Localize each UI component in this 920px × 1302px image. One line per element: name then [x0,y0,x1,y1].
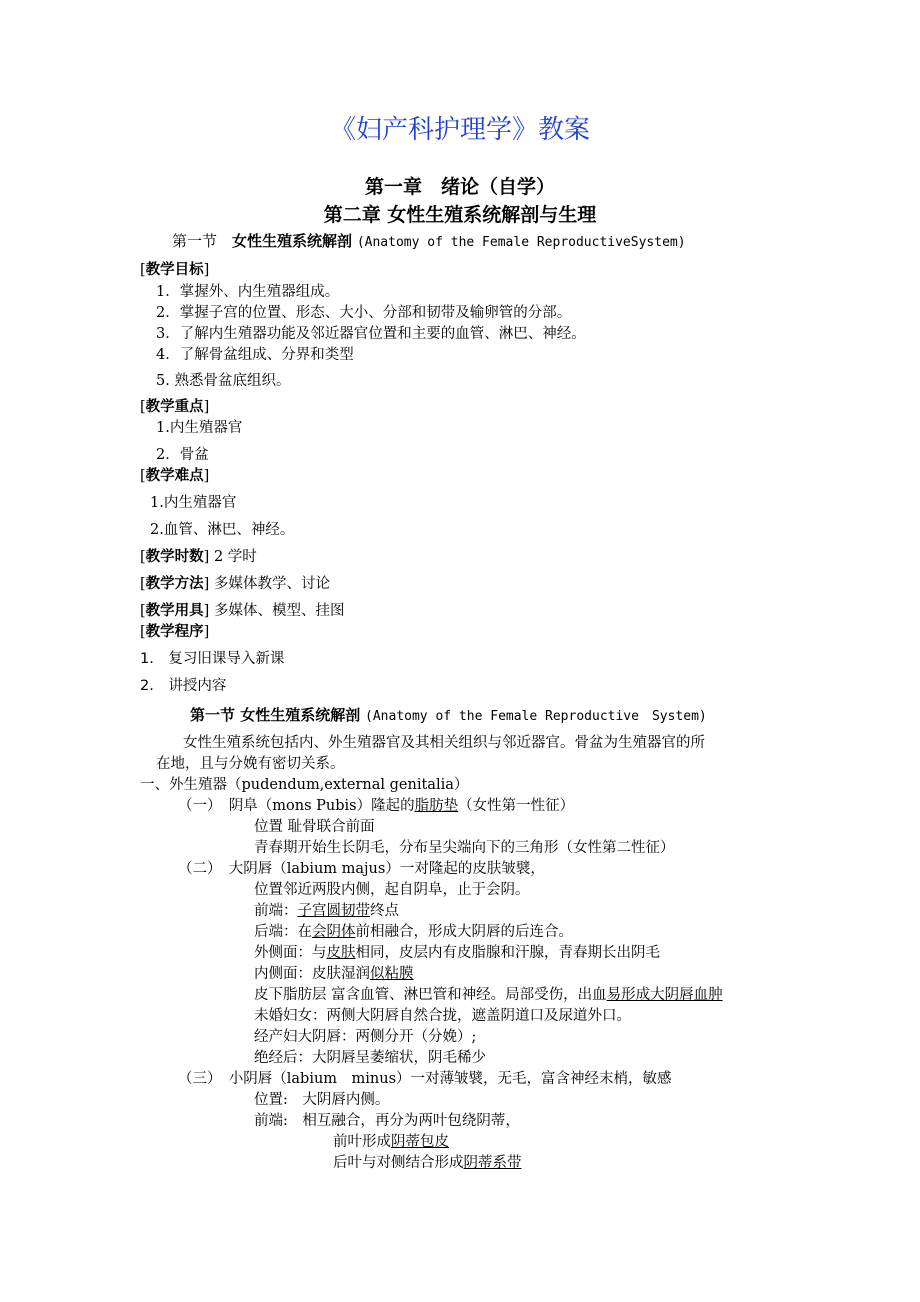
intro-line-1: 女性生殖系统包括内、外生殖器官及其相关组织与邻近器官。骨盆为生殖器官的所 [183,735,705,751]
labia-minora-position: 位置: 大阴唇内侧。 [254,1092,390,1108]
labia-minora-front: 前端: 相互融合，再分为两叶包绕阴蒂， [254,1113,520,1129]
labia-majora-menopause: 绝经后：大阴唇呈萎缩状，阴毛稀少 [254,1050,486,1066]
labia-majora-back: 后端：在会阴体前相融合，形成大阴唇的后连合。 [254,924,573,940]
section-1-english: (Anatomy of the Female ReproductiveSystem) [356,235,686,250]
objectives-heading: [教学目标] [140,262,210,278]
labia-majora-heading: （二） 大阴唇（labium majus）一对隆起的皮肤皱襞， [178,861,545,877]
labia-minora-front-leaf: 前叶形成阴蒂包皮 [333,1134,449,1150]
hours-value: 2 学时 [213,549,257,565]
external-genitalia-heading: 一、外生殖器（pudendum,external genitalia） [140,777,469,793]
labia-majora-fat: 皮下脂肪层 富含血管、淋巴管和神经。局部受伤，出血易形成大阴唇血肿 [254,987,723,1003]
labia-majora-inner: 内侧面：皮肤湿润似粘膜 [254,966,414,982]
key-points-heading: [教学重点] [140,399,210,415]
labia-majora-front: 前端：子宫圆韧带终点 [254,903,399,919]
difficulties-heading: [教学难点] [140,468,210,484]
procedure-item: 1. 复习旧课导入新课 [140,651,285,667]
section-1-repeat-heading [190,705,707,727]
mons-puberty: 青春期开始生长阴毛，分布呈尖端向下的三角形（女性第二性征） [254,840,675,856]
procedure-item: 2. 讲授内容 [140,678,227,694]
labia-minora-back-leaf: 后叶与对侧结合形成阴蒂系带 [333,1155,522,1171]
hours-line: [教学时数] 2 学时 [140,549,257,565]
document-title: 《妇产科护理学》教案 [329,115,590,145]
objective-item: 3．了解内生殖器功能及邻近器官位置和主要的血管、淋巴、神经。 [156,326,586,342]
section-1-label: 第一节 [172,232,218,250]
section-1-title: 女性生殖系统解剖 [232,232,353,250]
labia-majora-parous: 经产妇大阴唇：两侧分开（分娩）; [254,1029,477,1045]
key-point-item: 2．骨盆 [156,447,209,463]
tools-line: [教学用具] 多媒体、模型、挂图 [140,603,345,619]
methods-value: 多媒体教学、讨论 [213,576,330,592]
methods-line: [教学方法] 多媒体教学、讨论 [140,576,330,592]
mons-heading: （一） 阴阜（mons Pubis）隆起的脂肪垫（女性第一性征） [178,798,575,814]
section-1-repeat-title: 第一节 女性生殖系统解剖 [190,706,361,724]
key-point-item: 1.内生殖器官 [156,420,243,436]
difficulty-item: 2.血管、淋巴、神经。 [150,522,295,538]
labia-majora-unmarried: 未婚妇女：两侧大阴唇自然合拢，遮盖阴道口及尿道外口。 [254,1008,631,1024]
section-1-repeat-english: (Anatomy of the Female Reproductive System) [365,709,707,724]
difficulty-item: 1.内生殖器官 [150,495,237,511]
tools-value: 多媒体、模型、挂图 [213,603,345,619]
objective-item: 2．掌握子宫的位置、形态、大小、分部和韧带及输卵管的分部。 [156,305,572,321]
intro-line-2: 在地，且与分娩有密切关系。 [156,756,345,772]
fat-pad-term: 脂肪垫 [414,798,459,814]
objective-item: 1．掌握外、内生殖器组成。 [156,284,340,300]
labia-minora-heading: （三） 小阴唇（labium minus）一对薄皱襞，无毛，富含神经末梢，敏感 [178,1071,672,1087]
objective-item: 4．了解骨盆组成、分界和类型 [156,347,354,363]
labia-majora-position: 位置邻近两股内侧，起自阴阜，止于会阴。 [254,882,530,898]
chapter-1-heading: 第一章 绪论（自学） [364,176,555,198]
labia-majora-outer: 外侧面：与皮肤相同，皮层内有皮脂腺和汗腺，青春期长出阴毛 [254,945,660,961]
chapter-2-heading: 第二章 女性生殖系统解剖与生理 [323,204,597,226]
mons-position: 位置 耻骨联合前面 [254,819,375,835]
objective-item: 5. 熟悉骨盆底组织。 [156,373,291,389]
procedure-heading: [教学程序] [140,624,210,640]
section-1-heading [172,231,686,253]
